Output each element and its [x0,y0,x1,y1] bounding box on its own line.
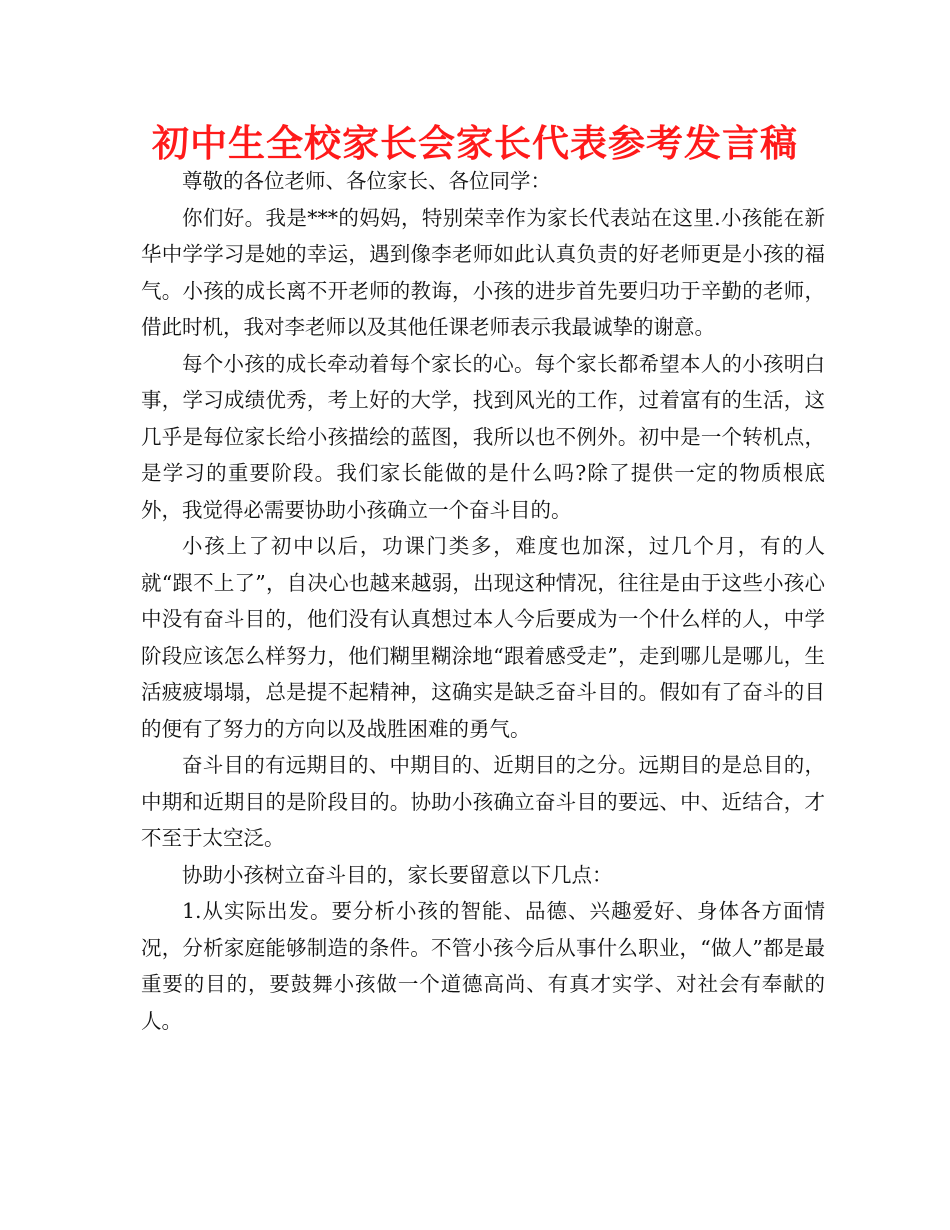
document-title: 初中生全校家长会家长代表参考发言稿 [152,121,798,165]
paragraph-greeting: 你们好。我是***的妈妈，特别荣幸作为家长代表站在这里.小孩能在新华中学学习是她的幸运，遇到像李老师如此认真负责的好老师更是小孩的福气。小孩的成长离不开老师的教诲，小孩的进步首先要归功于辛勤的老师，借此时机，我对李老师以及其他任课老师表示我最诚挚的谢意。 [141,205,825,339]
paragraph-point-1: 1.从实际出发。要分析小孩的智能、品德、兴趣爱好、身体各方面情况，分析家庭能够制造的条件。不管小孩今后从事什么职业，“做人”都是最重要的目的，要鼓舞小孩做一个道德高尚、有真才实学、对社会有奉献的人。 [141,899,825,1033]
paragraph-goal-types: 奋斗目的有远期目的、中期目的、近期目的之分。远期目的是总目的，中期和近期目的是阶段目的。协助小孩确立奋斗目的要远、中、近结合，才不至于太空泛。 [141,753,825,850]
paragraph-parents-hope: 每个小孩的成长牵动着每个家长的心。每个家长都希望本人的小孩明白事，学习成绩优秀，考上好的大学，找到风光的工作，过着富有的生活，这几乎是每位家长给小孩描绘的蓝图，我所以也不例外。初中是一个转机点，是学习的重要阶段。我们家长能做的是什么吗?除了提供一定的物质根底外，我觉得必需要协助小孩确立一个奋斗目的。 [141,351,825,522]
paragraph-notes-intro: 协助小孩树立奋斗目的，家长要留意以下几点： [182,862,613,887]
paragraph-junior-high: 小孩上了初中以后，功课门类多，难度也加深，过几个月，有的人就“跟不上了”，自决心也越来越弱，出现这种情况，往往是由于这些小孩心中没有奋斗目的，他们没有认真想过本人今后要成为一个什么样的人，中学阶段应该怎么样努力，他们糊里糊涂地“跟着感受走”，走到哪儿是哪儿，生活疲疲塌塌，总是提不起精神，这确实是缺乏奋斗目的。假如有了奋斗的目的便有了努力的方向以及战胜困难的勇气。 [141,534,825,741]
paragraph-salutation: 尊敬的各位老师、各位家长、各位同学： [182,169,551,193]
document-body [141,163,825,1039]
